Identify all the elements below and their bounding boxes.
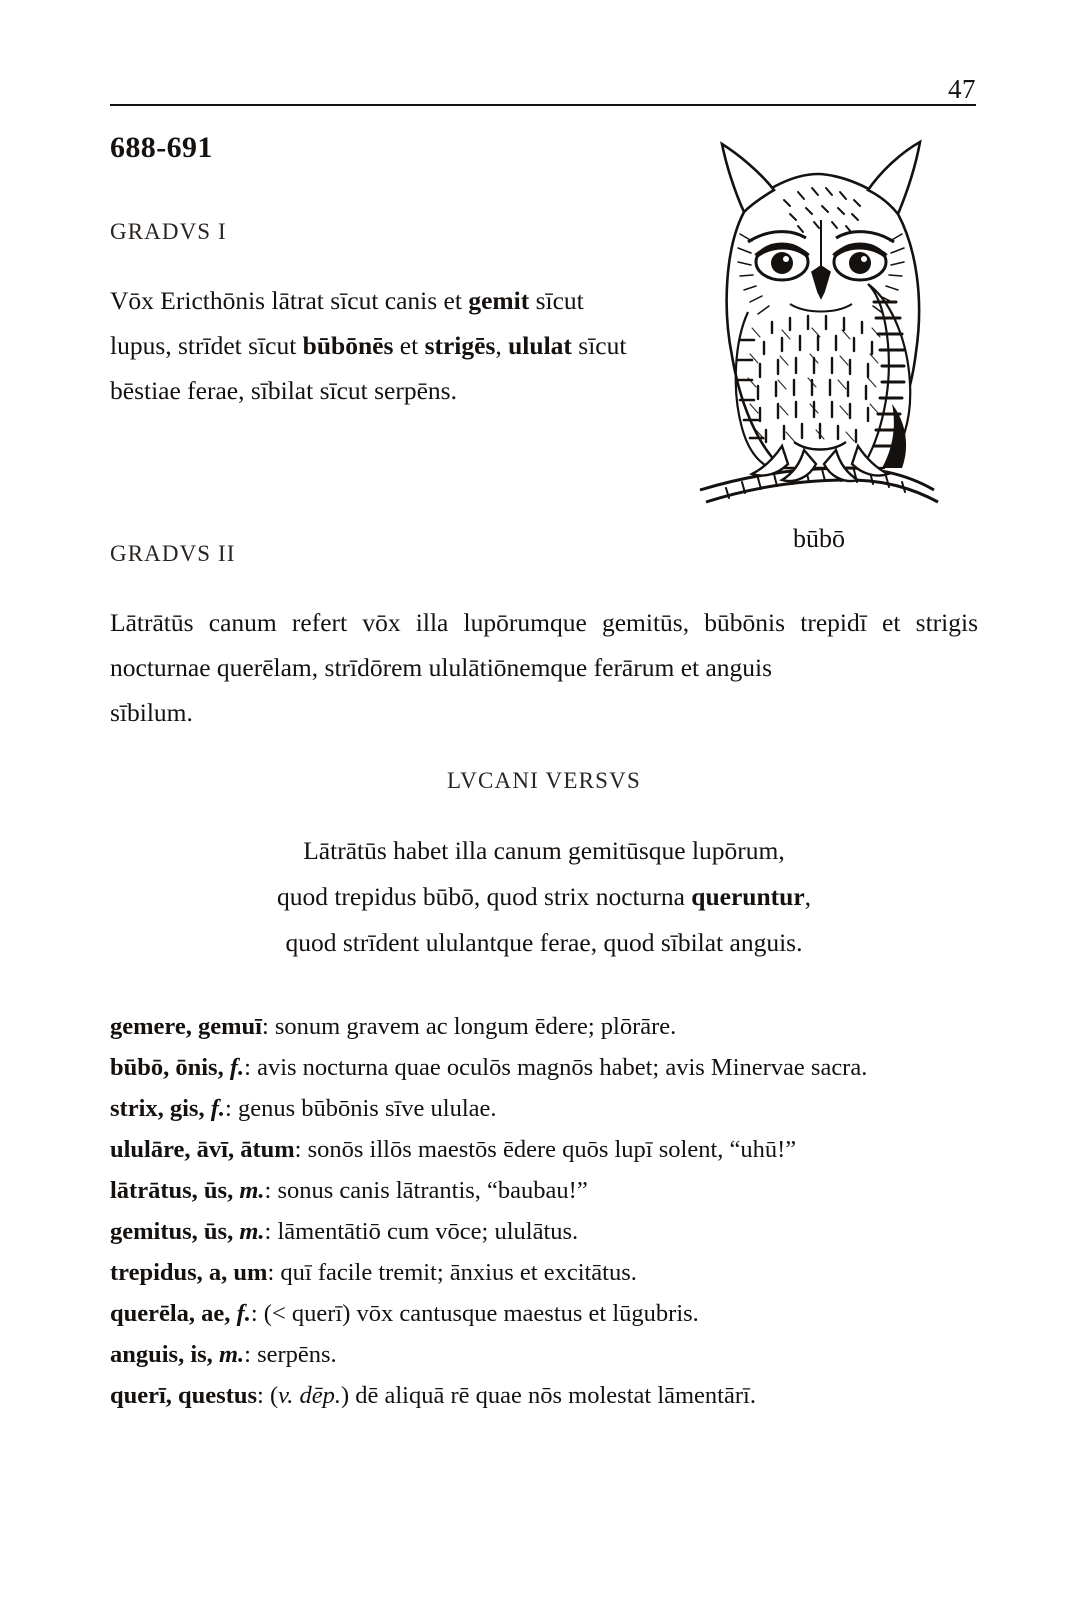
figure-caption: būbō <box>793 524 845 553</box>
verse-heading: LVCANI VERSVS <box>447 768 641 793</box>
glossary-sep: : <box>244 1341 258 1368</box>
verse-line-text: quod trepidus būbō, quod strix nocturna <box>276 882 692 911</box>
glossary-sep: : <box>225 1095 238 1122</box>
gradus-one-text-1: Vōx Ericthōnis lātrat sīcut canis et <box>110 286 469 315</box>
glossary-definition: sonum gravem ac longum ēdere; plōrāre. <box>274 1013 677 1040</box>
gradus-one-text-3: et <box>393 331 425 360</box>
glossary-definition: avis nocturna quae oculōs magnōs habet; avis Minervae sacra. <box>257 1054 868 1081</box>
verse-line-text: quod strīdent ululantque ferae, quod sībilat anguis. <box>285 928 803 957</box>
verse-line-text: Lātrātūs habet illa canum gemitūsque lupōrum, <box>303 836 785 865</box>
glossary-gram: f. <box>210 1095 226 1122</box>
glossary-sep: : <box>257 1382 270 1409</box>
glossary-entry <box>110 1170 978 1211</box>
verse-line <box>110 920 978 966</box>
gradus-two-paragraph: Lātrātūs canum refert vōx illa lupōrumque gemitūs, būbōnis trepidī et strigis nocturnae querēlam, strīdōrem ululātiōnemque ferārum et anguis <box>110 608 978 682</box>
glossary-entry <box>110 1129 978 1170</box>
glossary-definition: serpēns. <box>257 1341 337 1368</box>
owl-engraving-icon <box>686 116 952 506</box>
glossary-definition: sonus canis lātrantis, “baubau!” <box>277 1177 588 1204</box>
glossary-definition: sonōs illōs maestōs ēdere quōs lupī solent, “uhū!” <box>307 1136 797 1163</box>
verse-line <box>110 874 978 920</box>
glossary-definition-post: ) dē aliquā rē quae nōs molestat lāmentārī. <box>340 1382 756 1409</box>
glossary-sep: : <box>264 1218 278 1245</box>
gradus-one-bold-gemit: gemit <box>468 286 530 315</box>
glossary-gram: m. <box>239 1218 265 1245</box>
glossary-entry <box>110 1088 978 1129</box>
glossary-list <box>110 1006 978 1416</box>
glossary-lemma: ululāre, āvī, ātum <box>110 1136 295 1163</box>
glossary-sep: : <box>244 1054 258 1081</box>
gradus-one-bold-ululat: ululat <box>508 331 572 360</box>
glossary-definition: quī facile tremit; ānxius et excitātus. <box>280 1259 637 1286</box>
glossary-entry <box>110 1047 978 1088</box>
glossary-entry <box>110 1252 978 1293</box>
glossary-entry <box>110 1334 978 1375</box>
verse-line-bold: queruntur <box>691 882 805 911</box>
glossary-lemma: gemere, gemuī <box>110 1013 262 1040</box>
glossary-gram: f. <box>229 1054 245 1081</box>
gradus-two-heading: GRADVS II <box>110 541 236 566</box>
glossary-entry <box>110 1293 978 1334</box>
glossary-sep: : <box>264 1177 278 1204</box>
glossary-lemma: querī, questus <box>110 1382 258 1409</box>
glossary-citation: v. dēp. <box>278 1382 341 1409</box>
glossary-definition: (< querī) vōx cantusque maestus et lūgubris. <box>263 1300 699 1327</box>
gradus-one-heading: GRADVS I <box>110 219 227 244</box>
glossary-lemma: trepidus, a, um <box>110 1259 268 1286</box>
glossary-gram: m. <box>218 1341 245 1368</box>
gradus-one-body <box>110 278 650 413</box>
glossary-definition-pre: ( <box>269 1382 279 1409</box>
gradus-one-text-5: sīcut bēstiae ferae, sībilat sīcut serpēns. <box>110 331 627 405</box>
glossary-lemma: lātrātus, ūs, <box>110 1177 240 1204</box>
section-number: 688-691 <box>110 131 213 164</box>
verse-block <box>110 828 978 966</box>
gradus-one-bold-striges: strigēs <box>424 331 496 360</box>
glossary-gram: f. <box>236 1300 251 1327</box>
gradus-two-last-line: sībilum. <box>110 698 193 727</box>
gradus-one-bold-bubones: būbōnēs <box>302 331 394 360</box>
glossary-sep: : <box>267 1259 281 1286</box>
glossary-lemma: būbō, ōnis, <box>110 1054 230 1081</box>
owl-illustration <box>686 116 952 506</box>
glossary-lemma: gemitus, ūs, <box>110 1218 240 1245</box>
glossary-entry <box>110 1375 978 1416</box>
glossary-gram: m. <box>239 1177 265 1204</box>
gradus-two-body <box>110 600 978 735</box>
gradus-one-text-4: , <box>495 331 509 360</box>
page-number: 47 <box>948 74 976 104</box>
glossary-lemma: strix, gis, <box>110 1095 211 1122</box>
glossary-sep: : <box>250 1300 264 1327</box>
glossary-sep: : <box>294 1136 308 1163</box>
glossary-lemma: anguis, is, <box>110 1341 219 1368</box>
glossary-definition: lāmentātiō cum vōce; ululātus. <box>277 1218 579 1245</box>
verse-line-tail: , <box>804 882 812 911</box>
glossary-sep: : <box>261 1013 275 1040</box>
verse-line <box>110 828 978 874</box>
glossary-entry <box>110 1211 978 1252</box>
glossary-definition: genus būbōnis sīve ululae. <box>237 1095 497 1122</box>
header-rule <box>110 104 976 106</box>
glossary-lemma: querēla, ae, <box>110 1300 237 1327</box>
glossary-entry <box>110 1006 978 1047</box>
gradus-one-text-2: sīcut lupus, strīdet sīcut <box>110 286 584 360</box>
gradus-one-paragraph <box>110 278 650 413</box>
